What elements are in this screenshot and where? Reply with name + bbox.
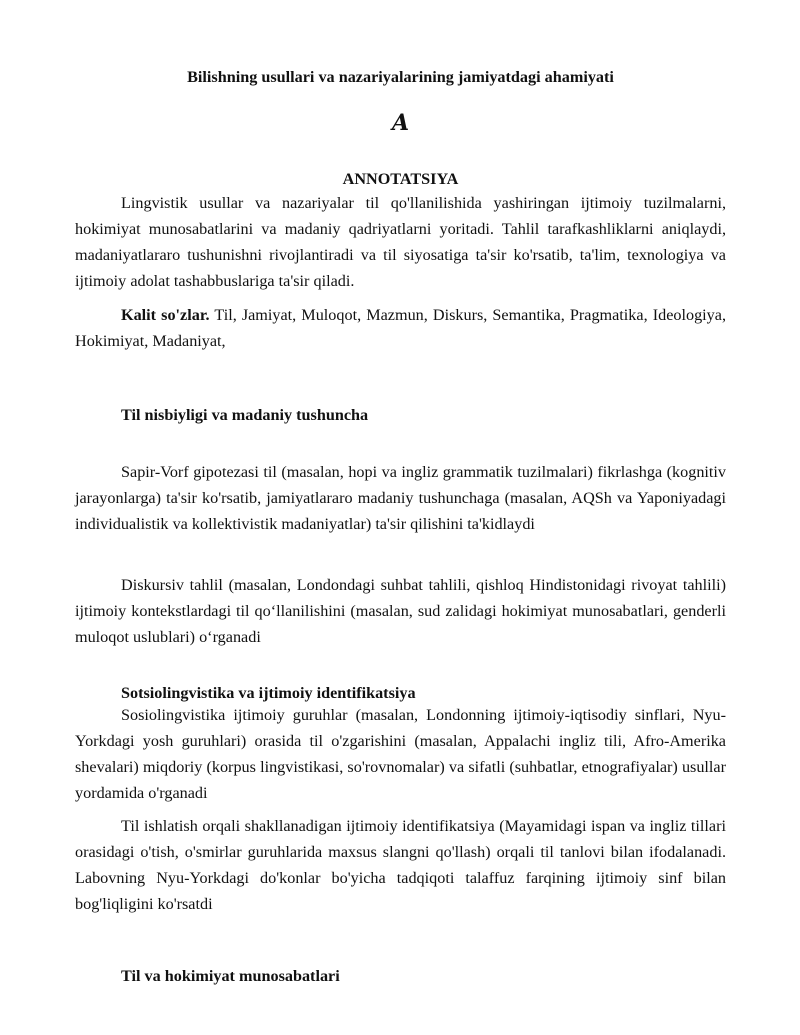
keywords-label: Kalit so'zlar. — [121, 306, 210, 324]
section1-paragraph-2: Diskursiv tahlil (masalan, Londondagi suhbat tahlili, qishloq Hindistonidagi rivoyat tahlili) ijtimoiy kontekstlardagi til qo‘llanilishini (masalan, sud zalidagi hokimiyat munosabatlari, genderli muloqot uslublari) o‘rganadi — [75, 576, 726, 646]
annotation-paragraph: Lingvistik usullar va nazariyalar til qo'llanilishida yashiringan ijtimoiy tuzilmalarni, hokimiyat munosabatlarini va madaniy qadriyatlarni yoritadi. Tahlil tarafkashliklarni aniqlaydi, madaniyatlararo tushunishni rivojlantiradi va til siyosatiga ta'sir ko'rsatib, ta'lim, texnologiya va ijtimoiy adolat tashabbuslariga ta'sir qiladi. — [75, 194, 726, 290]
section-heading-language-power: Til va hokimiyat munosabatlari — [121, 967, 340, 985]
section-heading-sociolinguistics: Sotsiolingvistika va ijtimoiy identifikatsiya — [121, 684, 416, 702]
section2-paragraph-2: Til ishlatish orqali shakllanadigan ijtimoiy identifikatsiya (Mayamidagi ispan va ingliz tillari orasidagi o'tish, o'smirlar guruhlarida maxsus slangni qo'llash) orqali til tanlovi bilan ifodalanadi. Labovning Nyu-Yorkdagi do'konlar bo'yicha tadqiqoti talaffuz farqining ijtimoiy sinf bilan bog'liqligini ko'rsatdi — [75, 817, 726, 913]
document-title: Bilishning usullari va nazariyalarining jamiyatdagi ahamiyati — [187, 68, 614, 86]
keywords-list: Til, Jamiyat, Muloqot, Mazmun, Diskurs, Semantika, Pragmatika, Ideologiya, Hokimiyat, Madaniyat, — [75, 306, 726, 350]
keywords-paragraph — [75, 302, 726, 354]
section2-paragraph-1: Sosiolingvistika ijtimoiy guruhlar (masalan, Londonning ijtimoiy-iqtisodiy sinflari, Nyu-Yorkdagi yosh guruhlari) orasida til o'zgarishini (masalan, Appalachi ingliz tili, Afro-Amerika shevalari) miqdoriy (korpus lingvistikasi, so'rovnomalar) va sifatli (suhbatlar, etnografiyalar) usullar yordamida o'rganadi — [75, 706, 726, 802]
annotation-heading: ANNOTATSIYA — [342, 170, 459, 188]
logo-glyph: A — [391, 110, 410, 136]
section1-paragraph-1: Sapir-Vorf gipotezasi til (masalan, hopi va ingliz grammatik tuzilmalari) fikrlashga (kognitiv jarayonlarga) ta'sir ko'rsatib, jamiyatlararo madaniy tushunchaga (masalan, AQSh va Yaponiyadagi individualistik va kollektivistik madaniyatlar) ta'sir qilishini ta'kidlaydi — [75, 463, 726, 533]
section-heading-language-relativity: Til nisbiyligi va madaniy tushuncha — [121, 406, 369, 424]
